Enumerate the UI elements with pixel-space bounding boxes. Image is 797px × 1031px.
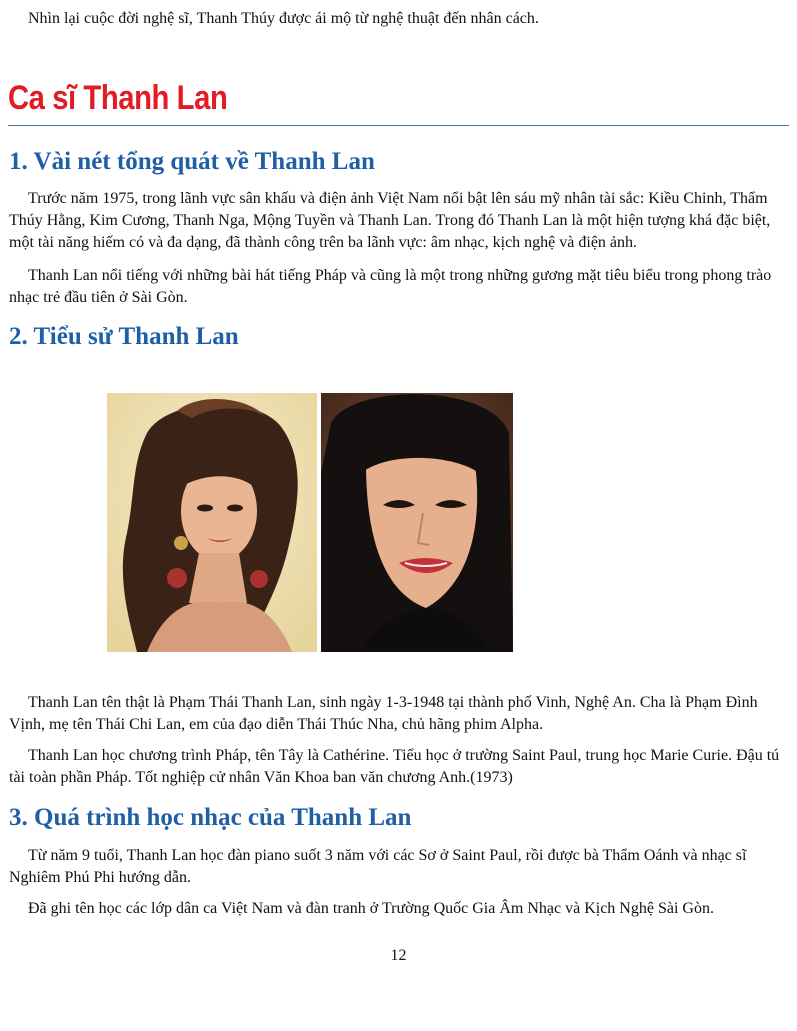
section-2-paragraph-2: Thanh Lan học chương trình Pháp, tên Tây là Cathérine. Tiểu học ở trường Saint Paul, trung học Marie Curie. Đậu tú tài toàn phần Pháp. Tốt nghiệp cử nhân Văn Khoa ban văn chương Anh.(1973) bbox=[9, 747, 780, 786]
section-heading-3: 3. Quá trình học nhạc của Thanh Lan bbox=[9, 804, 412, 831]
chapter-title: Ca sĩ Thanh Lan bbox=[8, 79, 228, 117]
section-1-paragraph-2: Thanh Lan nổi tiếng với những bài hát tiếng Pháp và cũng là một trong những gương mặt tiêu biểu trong phong trào nhạc trẻ đầu tiên ở Sài Gòn. bbox=[9, 267, 772, 306]
section-2-paragraph-1: Thanh Lan tên thật là Phạm Thái Thanh Lan, sinh ngày 1-3-1948 tại thành phố Vinh, Nghệ An. Cha là Phạm Đình Vịnh, mẹ tên Thái Chi Lan, em của đạo diễn Thái Thúc Nha, chủ hãng phim Alpha. bbox=[9, 694, 758, 733]
portrait-left-image bbox=[107, 393, 317, 652]
intro-paragraph: Nhìn lại cuộc đời nghệ sĩ, Thanh Thúy được ái mộ từ nghệ thuật đến nhân cách. bbox=[28, 10, 539, 27]
portrait-photo-right bbox=[321, 393, 513, 652]
section-3-paragraph-2: Đã ghi tên học các lớp dân ca Việt Nam và đàn tranh ở Trường Quốc Gia Âm Nhạc và Kịch Nghệ Sài Gòn. bbox=[28, 900, 714, 917]
section-heading-2: 2. Tiểu sử Thanh Lan bbox=[9, 323, 239, 350]
section-3-paragraph-1: Từ năm 9 tuổi, Thanh Lan học đàn piano suốt 3 năm với các Sơ ở Saint Paul, rồi được bà Thẩm Oánh và nhạc sĩ Nghiêm Phú Phi hướng dẫn. bbox=[9, 847, 747, 886]
section-1-paragraph-1: Trước năm 1975, trong lãnh vực sân khấu và điện ảnh Việt Nam nổi bật lên sáu mỹ nhân tài sắc: Kiều Chinh, Thẩm Thúy Hằng, Kim Cương, Thanh Nga, Mộng Tuyền và Thanh Lan. Trong đó Thanh Lan là một hiện tượng khá đặc biệt, một tài năng hiếm có và đa dạng, đã thành công trên ba lãnh vực: âm nhạc, kịch nghệ và điện ảnh. bbox=[9, 190, 771, 251]
portrait-right-image bbox=[321, 393, 513, 652]
title-divider bbox=[8, 125, 789, 126]
page-number: 12 bbox=[390, 947, 407, 964]
section-heading-1: 1. Vài nét tổng quát về Thanh Lan bbox=[9, 148, 375, 175]
portrait-photo-left bbox=[107, 393, 317, 652]
